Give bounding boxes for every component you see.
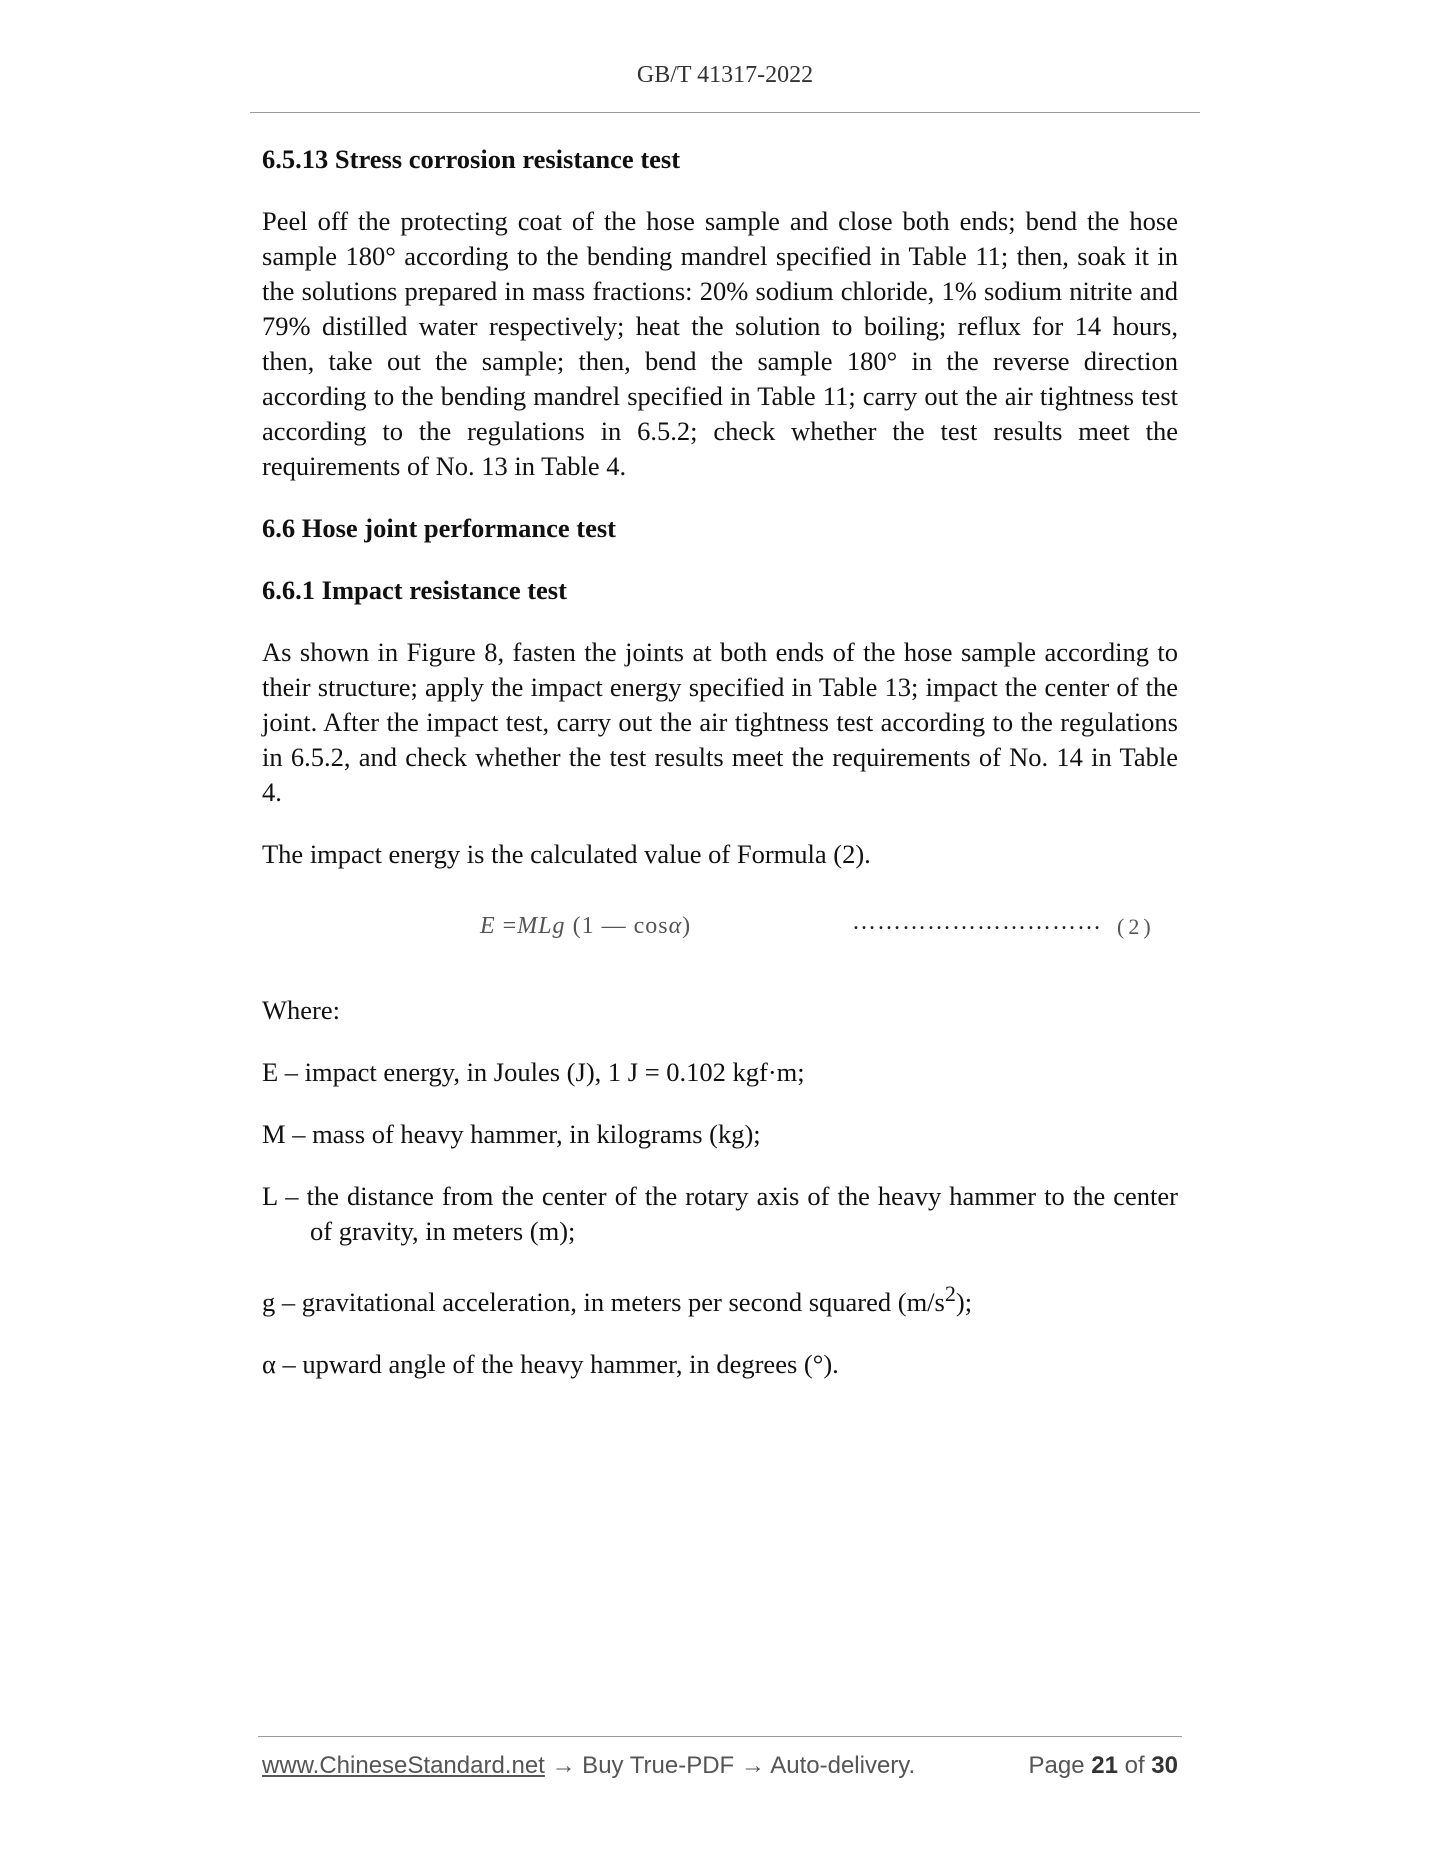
section-heading-6-6-1: 6.6.1 Impact resistance test [262, 575, 567, 605]
section-heading-6-5-13: 6.5.13 Stress corrosion resistance test [262, 144, 681, 174]
where-label: Where: [262, 995, 340, 1025]
superscript-2: 2 [944, 1281, 956, 1306]
promo-text: → Buy True-PDF → Auto-delivery. [544, 1752, 916, 1779]
current-page: 21 [1091, 1752, 1118, 1779]
formula-number: (2) [1117, 914, 1155, 939]
footer-promo [262, 1752, 915, 1780]
definition-l: L – the distance from the center of the rotary axis of the heavy hammer to the center of gravity, in meters (m); [262, 1181, 1178, 1246]
page-footer [262, 1752, 1178, 1786]
impact-energy-formula: E =MLg (1 — cosα) [480, 913, 692, 939]
definition-alpha: α – upward angle of the heavy hammer, in degrees (°). [262, 1348, 839, 1379]
section-heading-6-6: 6.6 Hose joint performance test [262, 513, 616, 543]
standard-code: GB/T 41317-2022 [636, 62, 814, 88]
definition-e: E – impact energy, in Joules (J), 1 J = 0.102 kgf·m; [262, 1057, 805, 1087]
formula-row [262, 899, 1178, 955]
section-body-6-5-13: Peel off the protecting coat of the hose sample and close both ends; bend the hose sample 180° according to the bending mandrel specified in Table 11; then, soak it in the solutions prepared in mass fractions: 20% sodium chloride, 1% sodium nitrite and 79% distilled water respectively; heat the solution to boiling; reflux for 14 hours, then, take out the sample; then, bend the sample 180° in the reverse direction according to the bending mandrel specified in Table 11; carry out the air tightness test according to the regulations in 6.5.2; check whether the test results meet the requirements of No. 13 in Table 4. [262, 206, 1178, 481]
definition-m: M – mass of heavy hammer, in kilograms (kg); [262, 1119, 761, 1149]
page-content [262, 142, 1178, 1409]
site-link[interactable]: www.ChineseStandard.net [262, 1752, 545, 1779]
definition-g: g – gravitational acceleration, in meters per second squared $(m/s^2)$; [262, 1281, 973, 1317]
formula-leader-dots: ………………………… [852, 909, 1102, 935]
header-divider [250, 112, 1200, 113]
total-pages: 30 [1151, 1752, 1178, 1779]
formula-intro: The impact energy is the calculated value of Formula (2). [262, 839, 871, 869]
section-body-6-6-1: As shown in Figure 8, fasten the joints at both ends of the hose sample according to their structure; apply the impact energy specified in Table 13; impact the center of the joint. After the impact test, carry out the air tightness test according to the regulations in 6.5.2, and check whether the test results meet the requirements of No. 14 in Table 4. [262, 637, 1178, 807]
page-indicator: Page 21 of 30 [1028, 1752, 1178, 1779]
footer-divider [258, 1736, 1182, 1737]
document-header [250, 62, 1200, 89]
